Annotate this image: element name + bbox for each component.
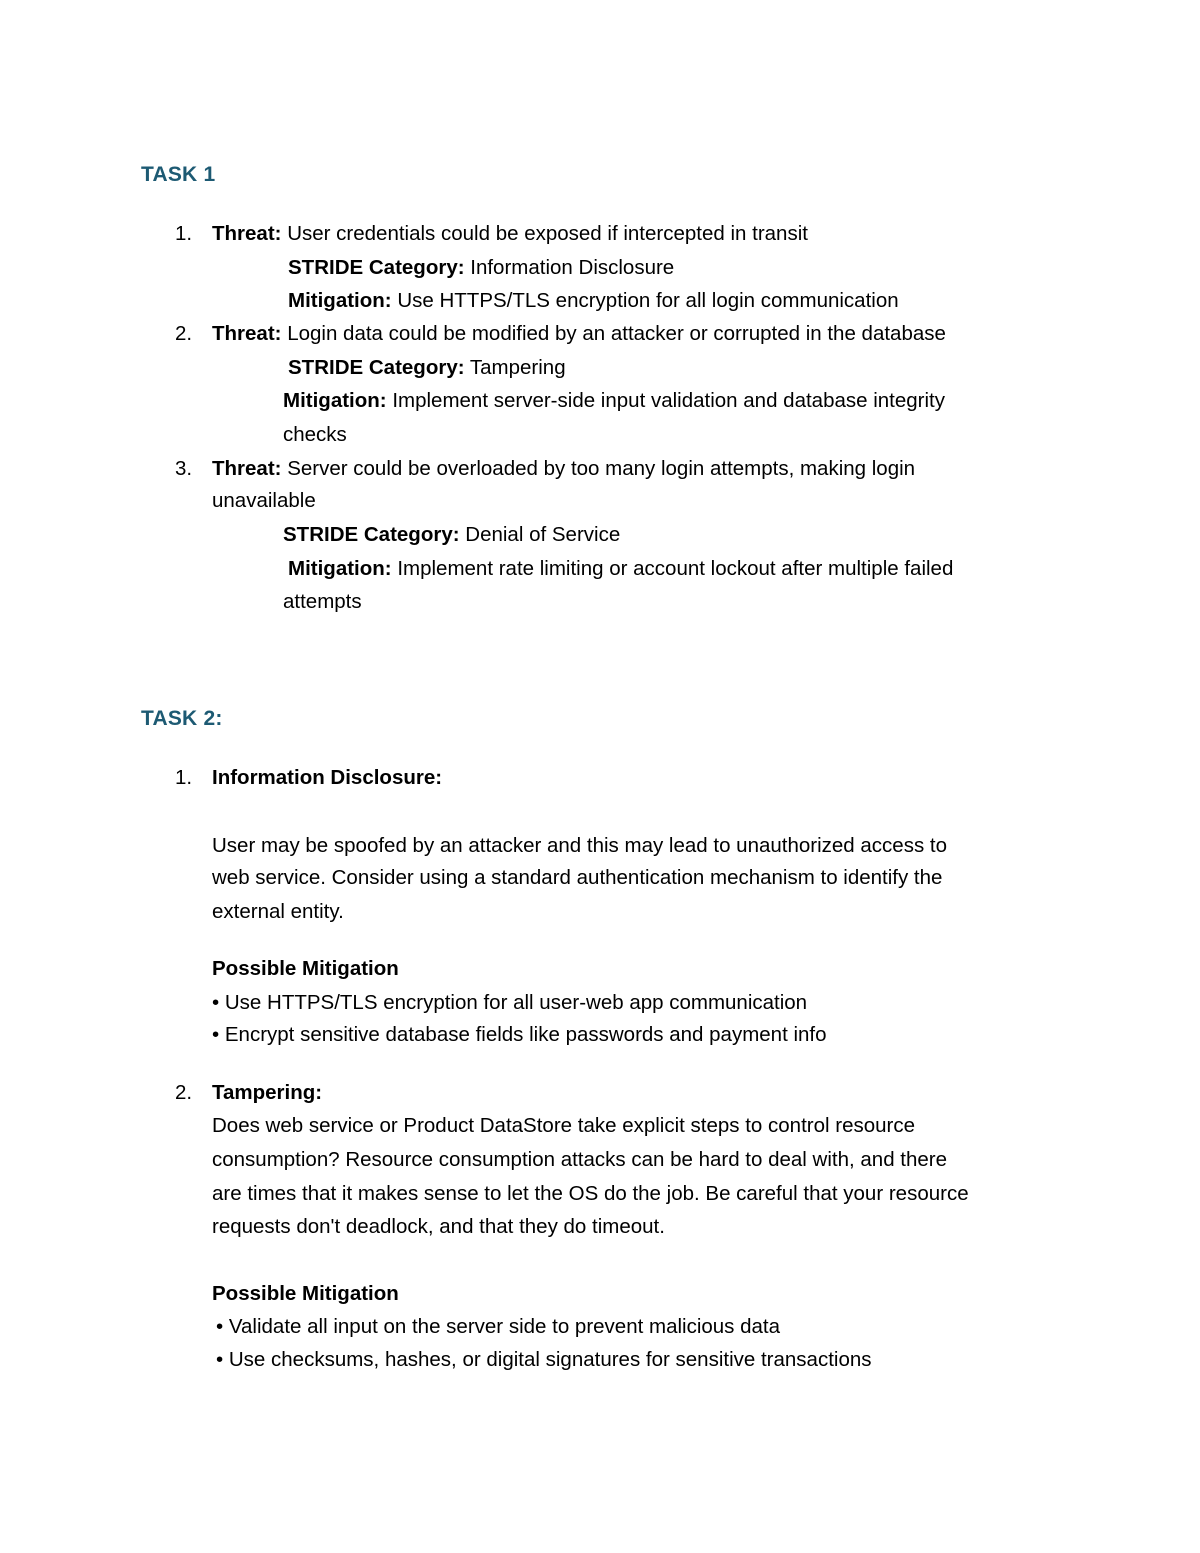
task1-item2-number: 2. (175, 322, 193, 345)
task2-item2-body-line: Does web service or Product DataStore take explicit steps to control resource (212, 1114, 916, 1137)
task2-item2-mitigation-heading: Possible Mitigation (212, 1282, 399, 1305)
task1-item1-threat (212, 222, 808, 246)
threat-label: Threat: (212, 222, 282, 245)
task1-item2-mitigation (283, 389, 945, 413)
task1-item1-stride (288, 256, 674, 280)
task1-item3-mitigation (288, 557, 953, 581)
threat-text: Server could be overloaded by too many login attempts, making login (287, 457, 916, 480)
mitigation-label: Mitigation: (288, 557, 392, 580)
task2-item2-bullet: • Validate all input on the server side to prevent malicious data (216, 1315, 781, 1338)
mitigation-label: Mitigation: (283, 389, 387, 412)
stride-label: STRIDE Category: (283, 523, 460, 546)
task1-heading: TASK 1 (141, 163, 216, 186)
task2-item1-bullet: • Use HTTPS/TLS encryption for all user-web app communication (212, 991, 808, 1014)
stride-text: Information Disclosure (470, 256, 675, 279)
task1-item2-stride (288, 356, 566, 380)
task2-heading: TASK 2: (141, 707, 223, 730)
threat-label: Threat: (212, 457, 282, 480)
task1-item3-number: 3. (175, 457, 193, 480)
task2-item2-body-line: are times that it makes sense to let the OS do the job. Be careful that your resource (212, 1182, 969, 1205)
task1-item3-threat-cont: unavailable (212, 489, 316, 512)
task1-item2-threat (212, 322, 946, 346)
mitigation-text: Implement server-side input validation and database integrity (392, 389, 945, 412)
task2-item1-number: 1. (175, 766, 193, 789)
task1-item3-stride (283, 523, 620, 547)
task2-item2-body-line: requests don't deadlock, and that they do timeout. (212, 1215, 665, 1238)
mitigation-text: Use HTTPS/TLS encryption for all login communication (397, 289, 899, 312)
task1-item1-number: 1. (175, 222, 193, 245)
task2-item1-body-line: external entity. (212, 900, 344, 923)
task2-item2-body-line: consumption? Resource consumption attacks can be hard to deal with, and there (212, 1148, 948, 1171)
task2-item1-bullet: • Encrypt sensitive database fields like passwords and payment info (212, 1023, 827, 1046)
threat-label: Threat: (212, 322, 282, 345)
task2-item1-body-line: User may be spoofed by an attacker and this may lead to unauthorized access to (212, 834, 947, 857)
stride-text: Tampering (469, 356, 566, 379)
task2-item1-mitigation-heading: Possible Mitigation (212, 957, 399, 980)
task1-item3-threat (212, 457, 915, 481)
stride-text: Denial of Service (465, 523, 621, 546)
task1-item1-mitigation (288, 289, 899, 313)
stride-label: STRIDE Category: (288, 256, 465, 279)
threat-text: User credentials could be exposed if intercepted in transit (287, 222, 808, 245)
stride-label: STRIDE Category: (288, 356, 465, 379)
task2-item1-body-line: web service. Consider using a standard authentication mechanism to identify the (212, 866, 943, 889)
task2-item2-title: Tampering: (212, 1081, 323, 1104)
task2-item2-bullet: • Use checksums, hashes, or digital signatures for sensitive transactions (216, 1348, 872, 1371)
task1-item2-mitigation-cont: checks (283, 423, 347, 446)
mitigation-label: Mitigation: (288, 289, 392, 312)
mitigation-text: Implement rate limiting or account lockout after multiple failed (397, 557, 954, 580)
threat-text: Login data could be modified by an attacker or corrupted in the database (287, 322, 946, 345)
task2-item2-number: 2. (175, 1081, 193, 1104)
task1-item3-mitigation-cont: attempts (283, 590, 362, 613)
task2-item1-title: Information Disclosure: (212, 766, 443, 789)
